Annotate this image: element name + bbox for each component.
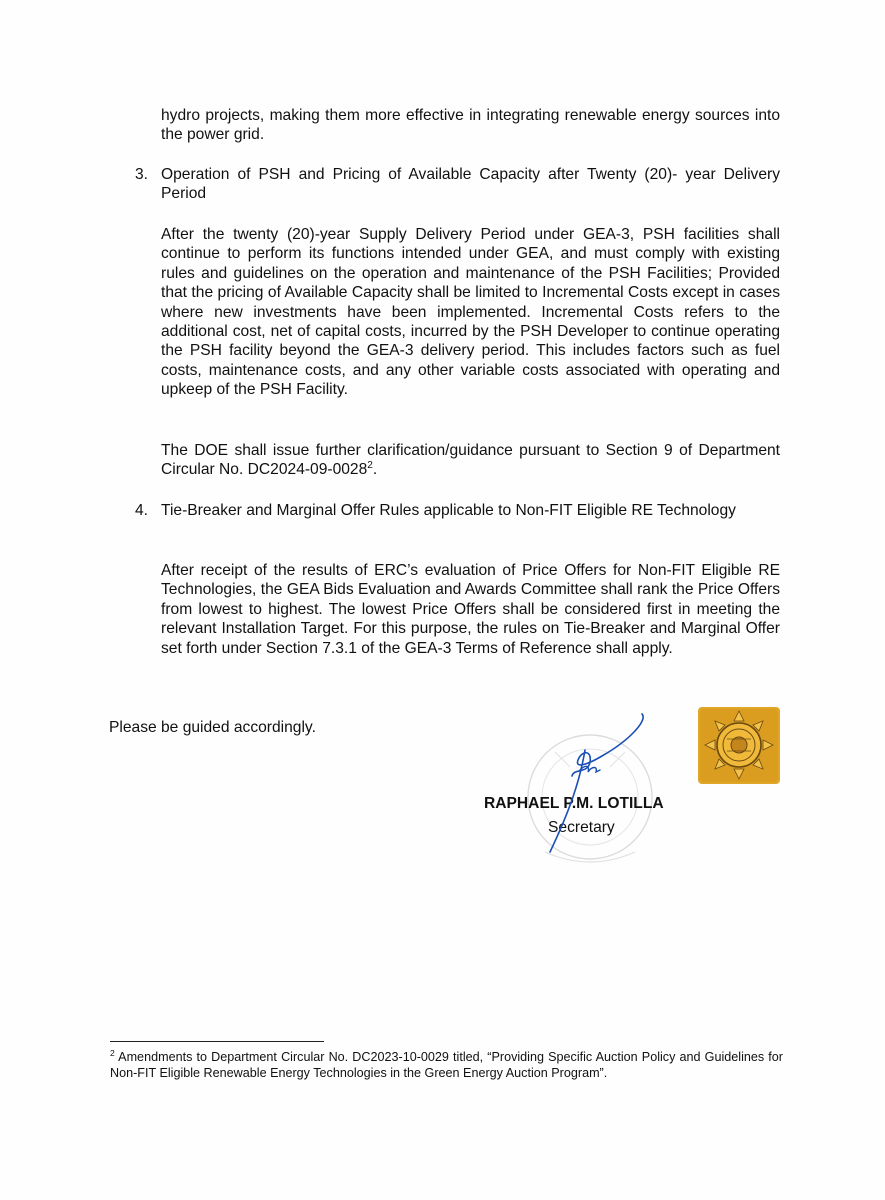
signatory-title: Secretary	[548, 819, 615, 836]
footnote	[110, 1049, 783, 1081]
footnote-marker: 2	[110, 1047, 115, 1058]
footnote-reference: 2	[367, 460, 373, 472]
item-3-number: 3.	[135, 166, 149, 183]
department-seal	[698, 707, 780, 784]
closing-line: Please be guided accordingly.	[109, 719, 316, 736]
item-3-paragraph-2-end: .	[372, 461, 378, 479]
footnote-text: Amendments to Department Circular No. DC2023-10-0029 titled, “Providing Specific Auction Policy and Guidelines for Non-FIT Eligible Renewable Energy Technologies in the Green Energy Auction Program”.	[110, 1050, 783, 1081]
footnote-divider	[110, 1041, 324, 1042]
item-4-heading: Tie-Breaker and Marginal Offer Rules applicable to Non-FIT Eligible RE Technology	[161, 502, 736, 519]
item-3-paragraph-1: After the twenty (20)-year Supply Delivery Period under GEA-3, PSH facilities shall continue to perform its functions intended under GEA, and must comply with existing rules and guidelines on the operation and maintenance of the PSH Facilities; Provided that the pricing of Available Capacity shall be limited to Incremental Costs except in cases where new investments have been implemented. Incremental Costs refers to the additional cost, net of capital costs, incurred by the PSH Developer to continue operating the PSH facility beyond the GEA-3 delivery period. This includes factors such as fuel costs, maintenance costs, and any other variable costs associated with operating and upkeep of the PSH Facility.	[161, 226, 780, 399]
item-3-paragraph-2	[161, 441, 780, 480]
handwritten-signature	[530, 710, 660, 860]
continuation-paragraph: hydro projects, making them more effective in integrating renewable energy sources into the power grid.	[161, 107, 780, 144]
item-3-paragraph-2-text: The DOE shall issue further clarification/guidance pursuant to Section 9 of Department Circular No. DC2024-09-0028	[161, 442, 780, 479]
item-4-number: 4.	[135, 502, 149, 519]
item-3-heading: Operation of PSH and Pricing of Available Capacity after Twenty (20)- year Delivery Period	[161, 166, 780, 203]
signatory-name: RAPHAEL P.M. LOTILLA	[484, 795, 664, 812]
item-4-paragraph-1: After receipt of the results of ERC’s evaluation of Price Offers for Non-FIT Eligible RE Technologies, the GEA Bids Evaluation and Awards Committee shall rank the Price Offers from lowest to highest. The lowest Price Offers shall be considered first in meeting the relevant Installation Target. For this purpose, the rules on Tie-Breaker and Marginal Offer set forth under Section 7.3.1 of the GEA-3 Terms of Reference shall apply.	[161, 562, 780, 657]
